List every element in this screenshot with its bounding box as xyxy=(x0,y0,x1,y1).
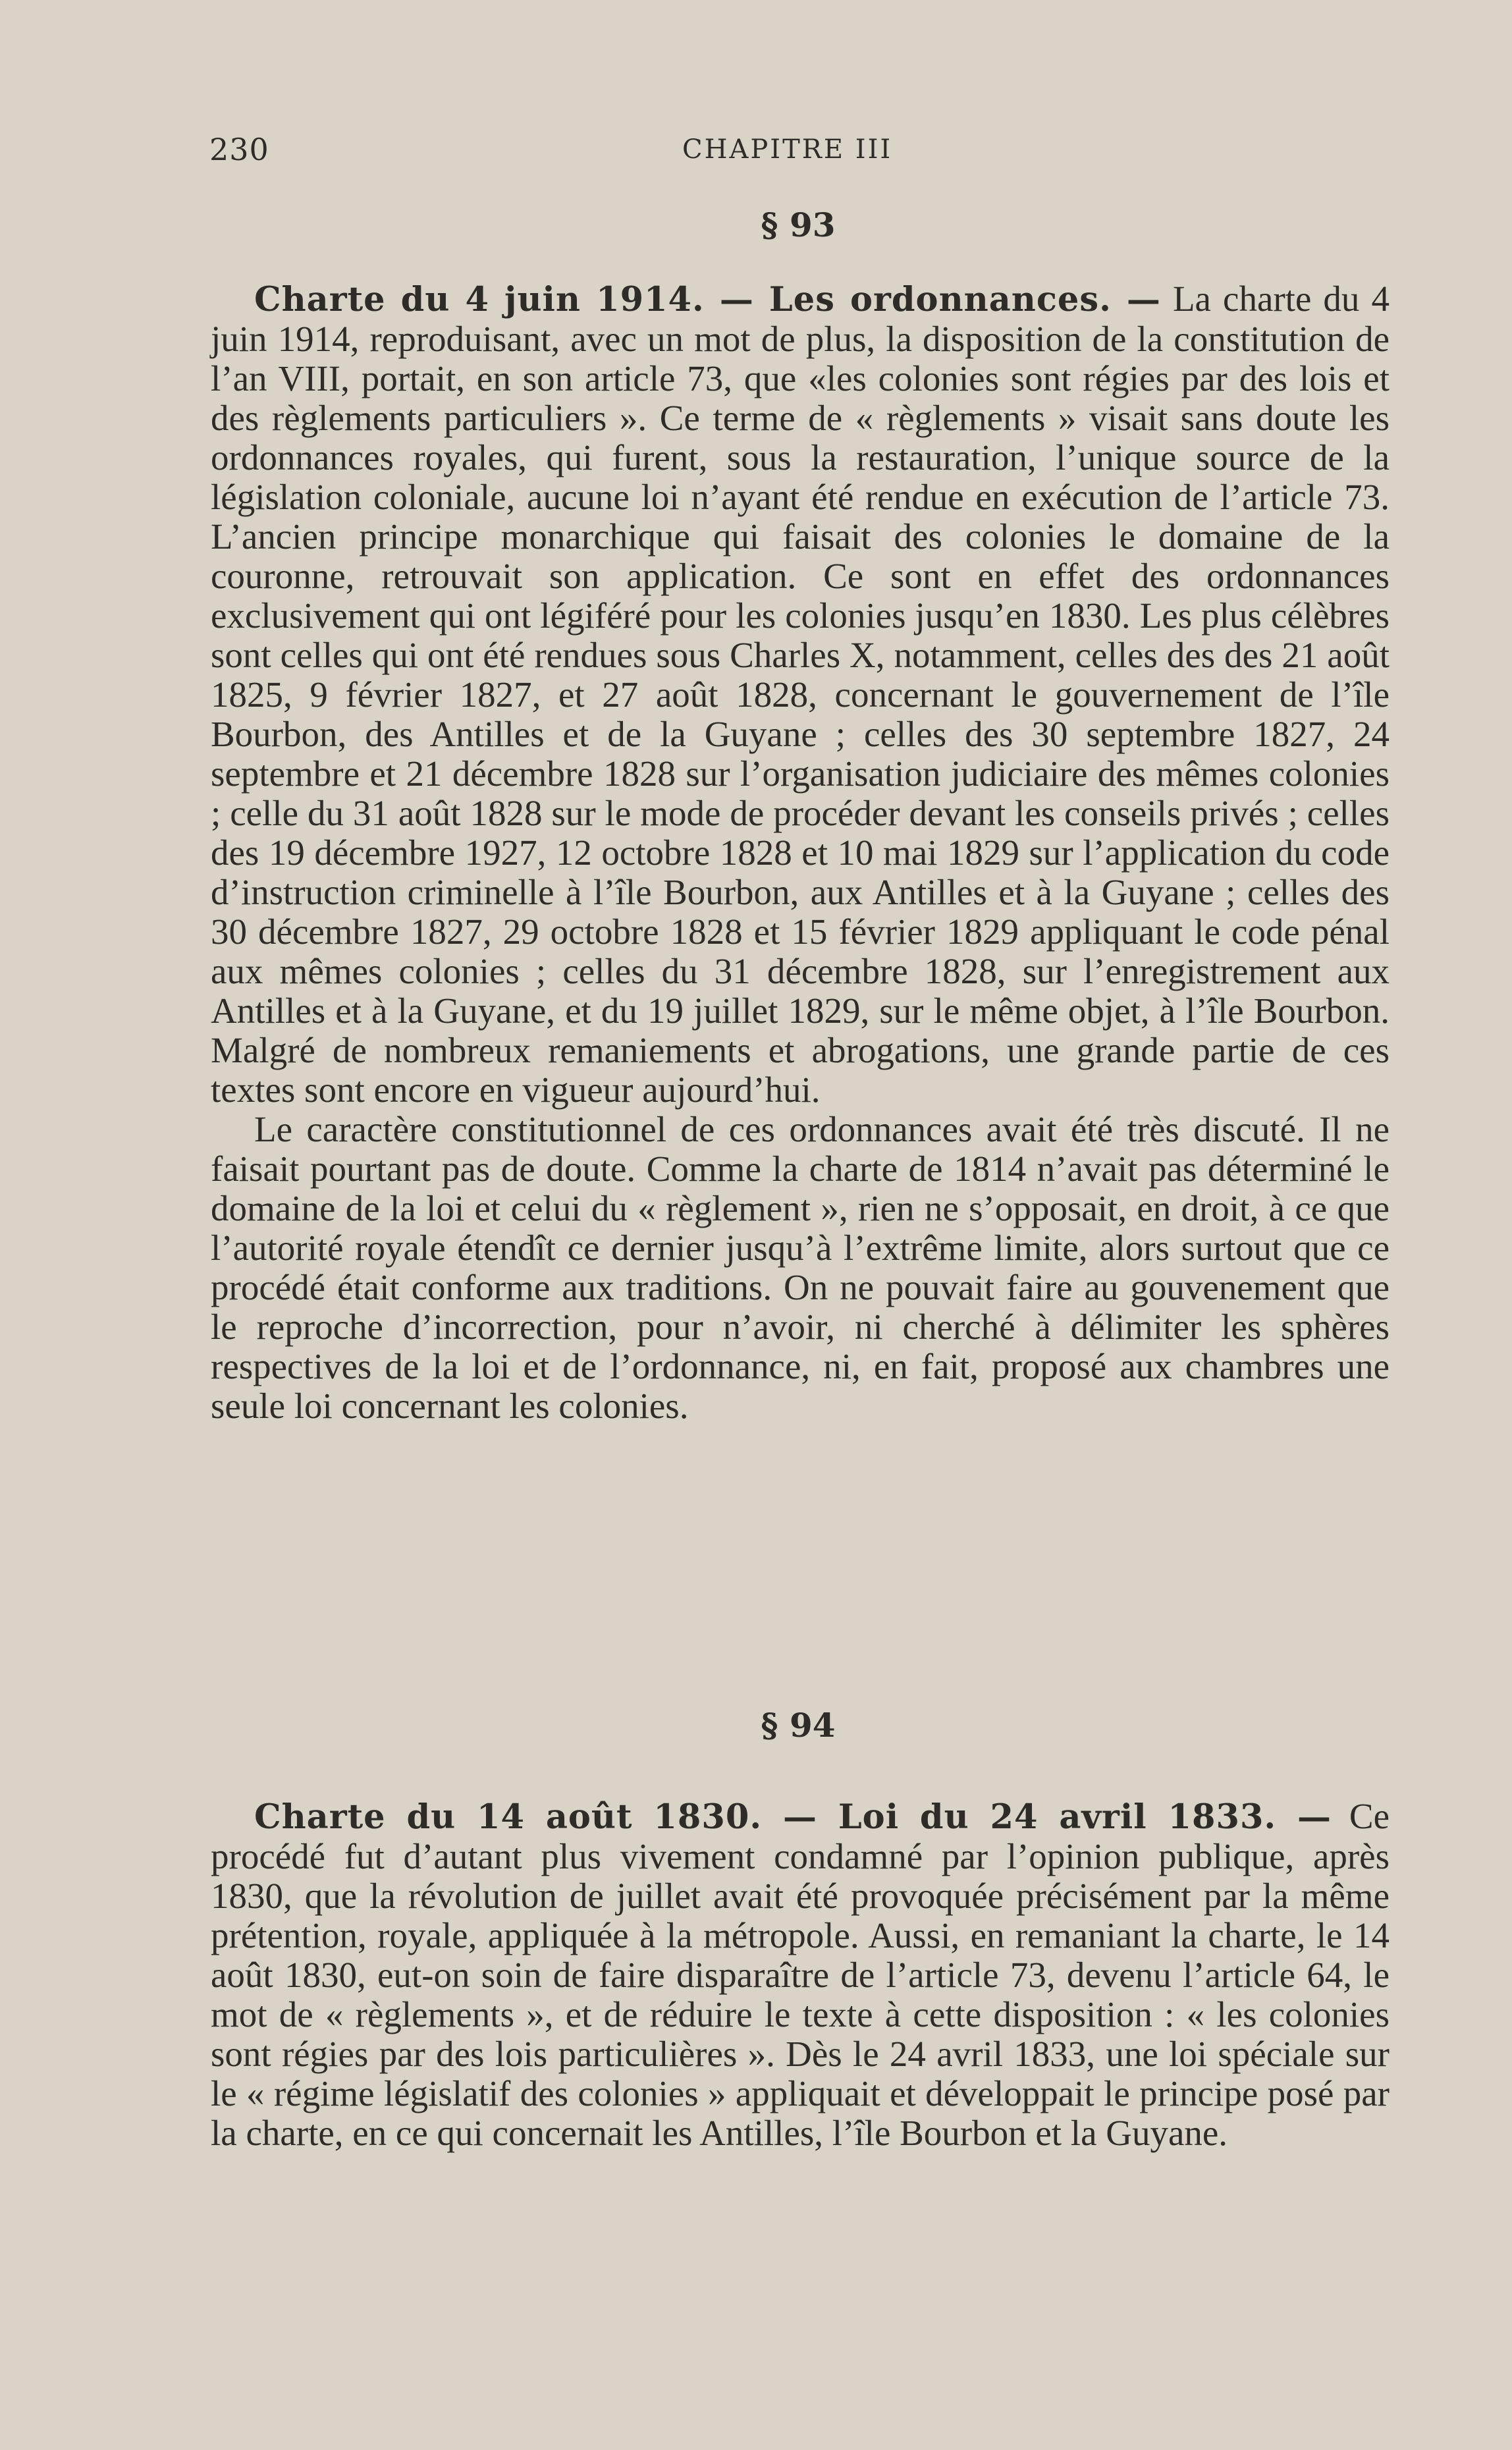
section-94-paragraph-1-body: Ce procédé fut d’autant plus vivement condamné par l’opinion publique, après 1830, que la révolution de juillet avait été provoquée précisément par la même prétention, royale, appliquée à la métropole. Aussi, en remaniant la charte, le 14 août 1830, eut-on soin de faire disparaître de l’article 73, devenu l’article 64, le mot de « règlements », et de réduire le texte à cette disposition : « les colonies sont régies par des lois particulières ». Dès le 24 avril 1833, une loi spéciale sur le « régime législatif des colonies » appliquait et développait le principe posé par la charte, en ce qui concernait les Antilles, l’île Bourbon et la Guyane. xyxy=(211,1796,1390,2153)
section-93-paragraph-1 xyxy=(211,279,1390,1110)
section-mark-93: § 93 xyxy=(761,205,836,244)
section-mark-94: § 94 xyxy=(761,1706,836,1745)
section-93-text xyxy=(211,279,1390,1426)
running-head: CHAPITRE III xyxy=(682,134,893,165)
section-93-paragraph-2: Le caractère constitutionnel de ces ordonnances avait été très discuté. Il ne faisait pourtant pas de doute. Comme la charte de 1814 n’avait pas déterminé le domaine de la loi et celui du « règlement », rien ne s’opposait, en droit, à ce que l’autorité royale étendît ce dernier jusqu’à l’extrême limite, alors surtout que ce procédé était conforme aux traditions. On ne pouvait faire au gouvenement que le reproche d’incorrection, pour n’avoir, ni cherché à délimiter les sphères respectives de la loi et de l’ordonnance, ni, en fait, proposé aux chambres une seule loi concernant les colonies. xyxy=(211,1109,1390,1426)
section-94-paragraph-1 xyxy=(211,1797,1390,2153)
section-93-heading: Charte du 4 juin 1914. — Les ordonnances. — xyxy=(254,280,1161,319)
page-number: 230 xyxy=(209,132,269,167)
page-header xyxy=(209,132,1388,171)
section-94-heading: Charte du 14 août 1830. — Loi du 24 avril 1833. — xyxy=(254,1797,1332,1837)
section-94-text xyxy=(211,1797,1390,2153)
section-93-paragraph-1-body: La charte du 4 juin 1914, reproduisant, avec un mot de plus, la disposition de la constitution de l’an VIII, portait, en son article 73, que «les colonies sont régies par des lois et des règlements particuliers ». Ce terme de « règlements » visait sans doute les ordonnances royales, qui furent, sous la restauration, l’unique source de la législation coloniale, aucune loi n’ayant été rendue en exécution de l’article 73. L’ancien principe monarchique qui faisait des colonies le domaine de la couronne, retrouvait son application. Ce sont en effet des ordonnances exclusivement qui ont légiféré pour les colonies jusqu’en 1830. Les plus célèbres sont celles qui ont été rendues sous Charles X, notamment, celles des des 21 août 1825, 9 février 1827, et 27 août 1828, concernant le gouvernement de l’île Bourbon, des Antilles et de la Guyane ; celles des 30 septembre 1827, 24 septembre et 21 décembre 1828 sur l’organisation judiciaire des mêmes colonies ; celle du 31 août 1828 sur le mode de procéder devant les conseils privés ; celles des 19 décembre 1927, 12 octobre 1828 et 10 mai 1829 sur l’application du code d’instruction criminelle à l’île Bourbon, aux Antilles et à la Guyane ; celles des 30 décembre 1827, 29 octobre 1828 et 15 février 1829 appliquant le code pénal aux mêmes colonies ; celles du 31 décembre 1828, sur l’enregistrement aux Antilles et à la Guyane, et du 19 juillet 1829, sur le même objet, à l’île Bourbon. Malgré de nombreux remaniements et abrogations, une grande partie de ces textes sont encore en vigueur aujourd’hui. xyxy=(211,279,1390,1110)
